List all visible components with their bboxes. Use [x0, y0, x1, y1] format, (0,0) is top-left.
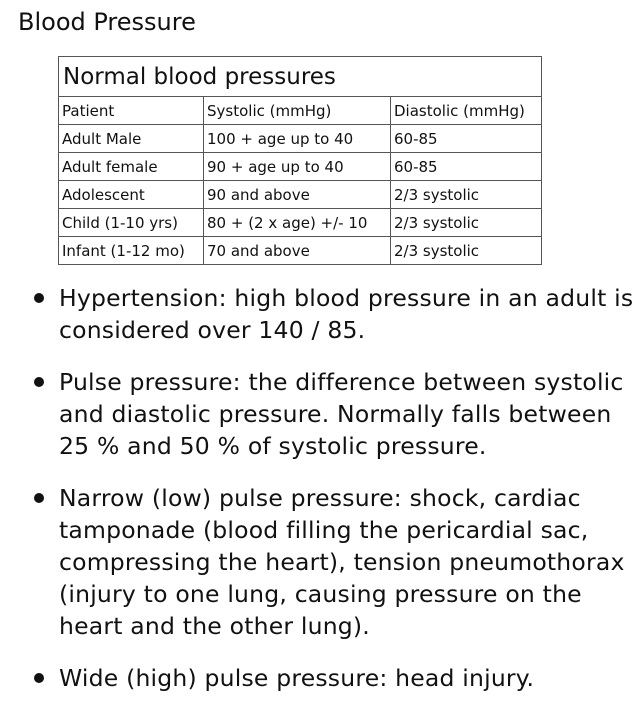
table-row	[59, 181, 542, 209]
table-row	[59, 125, 542, 153]
cell-systolic: 90 and above	[204, 181, 391, 209]
bullet-text: Narrow (low) pulse pressure: shock, cardiac tamponade (blood filling the pericardial sac, compressing the heart), tension pneumothorax (injury to one lung, causing pressure on the heart and the other lung).	[59, 484, 625, 640]
header-patient: Patient	[59, 97, 204, 125]
bullet-dot-icon	[34, 293, 44, 303]
table-row	[59, 209, 542, 237]
table-row	[59, 237, 542, 265]
header-diastolic: Diastolic (mmHg)	[391, 97, 542, 125]
cell-patient: Infant (1-12 mo)	[59, 237, 204, 265]
bullet-item-narrow-pulse-pressure	[0, 482, 640, 642]
bullet-item-pulse-pressure	[0, 366, 640, 462]
cell-systolic: 70 and above	[204, 237, 391, 265]
bullet-dot-icon	[34, 673, 44, 683]
header-systolic: Systolic (mmHg)	[204, 97, 391, 125]
cell-diastolic: 2/3 systolic	[391, 181, 542, 209]
bullet-text: Hypertension: high blood pressure in an adult is considered over 140 / 85.	[59, 284, 634, 344]
table-header-row	[59, 97, 542, 125]
page-title: Blood Pressure	[18, 8, 196, 36]
bullet-text: Pulse pressure: the difference between systolic and diastolic pressure. Normally falls between 25 % and 50 % of systolic pressure.	[59, 368, 624, 460]
cell-diastolic: 2/3 systolic	[391, 237, 542, 265]
cell-patient: Adult female	[59, 153, 204, 181]
bullet-dot-icon	[34, 377, 44, 387]
bullet-dot-icon	[34, 493, 44, 503]
cell-patient: Child (1-10 yrs)	[59, 209, 204, 237]
cell-systolic: 80 + (2 x age) +/- 10	[204, 209, 391, 237]
cell-patient: Adolescent	[59, 181, 204, 209]
table-caption: Normal blood pressures	[59, 57, 542, 97]
blood-pressure-table	[58, 56, 542, 265]
table-caption-row	[59, 57, 542, 97]
table-row	[59, 153, 542, 181]
cell-diastolic: 60-85	[391, 153, 542, 181]
bullet-text: Wide (high) pulse pressure: head injury.	[59, 664, 535, 692]
cell-diastolic: 2/3 systolic	[391, 209, 542, 237]
bullet-list	[0, 282, 640, 714]
cell-systolic: 90 + age up to 40	[204, 153, 391, 181]
bullet-item-hypertension	[0, 282, 640, 346]
bullet-item-wide-pulse-pressure	[0, 662, 640, 694]
cell-patient: Adult Male	[59, 125, 204, 153]
cell-systolic: 100 + age up to 40	[204, 125, 391, 153]
cell-diastolic: 60-85	[391, 125, 542, 153]
